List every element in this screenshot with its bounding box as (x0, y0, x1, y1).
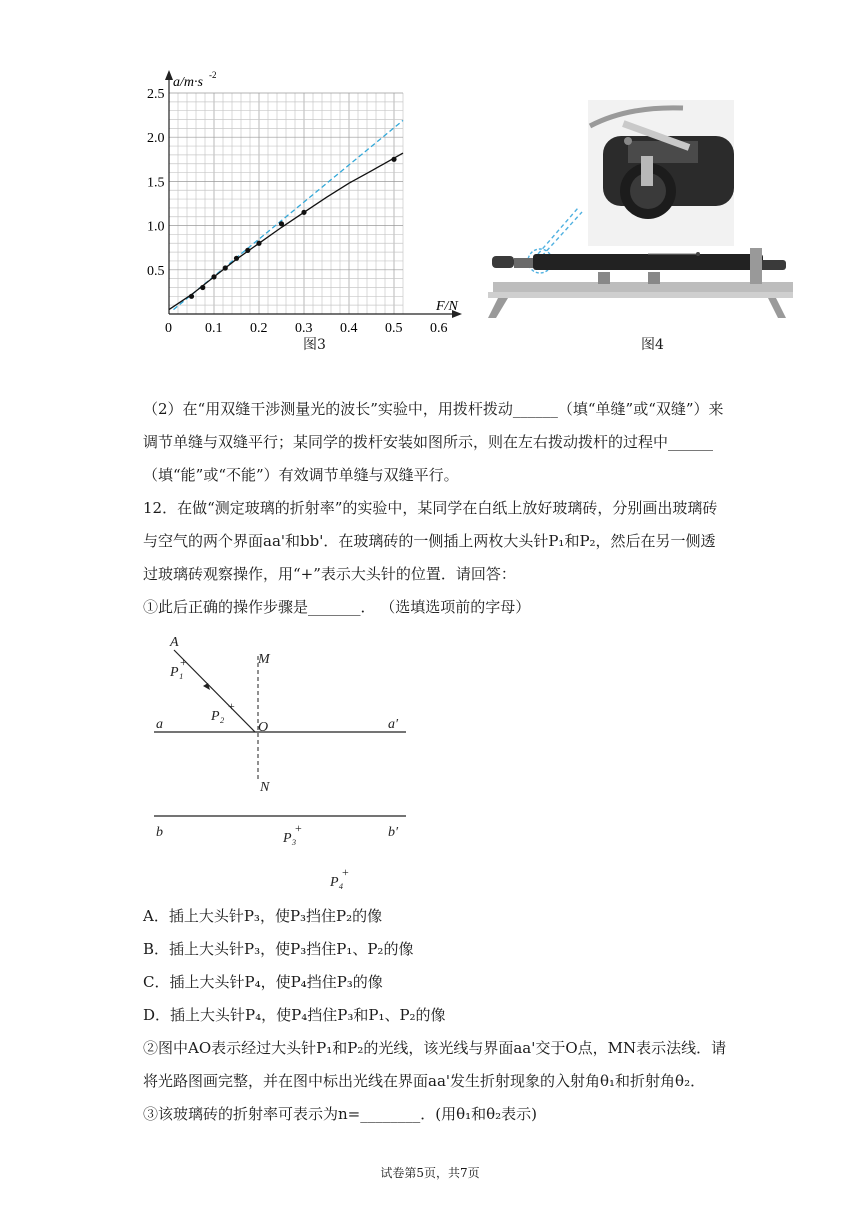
question-2-line-2: 调节单缝与双缝平行；某同学的拨杆安装如图所示，则在左右拨动拨杆的过程中______ (143, 433, 714, 451)
question-12-sub-2-line-2: 将光路图画完整，并在图中标出光线在界面aa'发生折射现象的入射角θ₁和折射角θ₂． (143, 1072, 706, 1090)
data-point (223, 265, 228, 270)
question-2-line-1: （2）在“用双缝干涉测量光的波长”实验中，用拨杆拨动______（填“单缝”或“双缝”）来 (143, 400, 724, 418)
x-tick-label: 0.2 (250, 321, 268, 336)
x-tick-label: 0.6 (430, 321, 448, 336)
y-tick-label: 2.5 (147, 87, 165, 102)
question-12-line-2: 与空气的两个界面aa'和bb'．在玻璃砖的一侧插上两枚大头针P₁和P₂，然后在另一侧透 (143, 532, 716, 550)
data-point (256, 241, 261, 246)
data-point (189, 294, 194, 299)
option-C: C．插上大头针P₄，使P₄挡住P₃的像 (143, 973, 383, 991)
pin-p4-marker: + (342, 865, 349, 879)
option-D: D．插上大头针P₄，使P₄挡住P₃和P₁、P₂的像 (143, 1006, 446, 1024)
data-point (234, 256, 239, 261)
data-point (391, 157, 396, 162)
x-tick-label: 0.1 (205, 321, 223, 336)
data-point (245, 248, 250, 253)
question-12-line-3: 过玻璃砖观察操作，用“+”表示大头针的位置．请回答： (143, 565, 516, 583)
x-axis-label: F/N (436, 299, 458, 314)
y-axis-arrow (165, 70, 173, 80)
label-M: M (258, 652, 270, 667)
question-2-line-3: （填“能”或“不能”）有效调节单缝与双缝平行。 (143, 466, 459, 484)
data-point (211, 274, 216, 279)
question-12-line-1: 12．在做“测定玻璃的折射率”的实验中，某同学在白纸上放好玻璃砖，分别画出玻璃砖 (143, 499, 718, 517)
optics-diagram (148, 628, 418, 898)
label-a: a (156, 717, 163, 732)
label-P3: P₃ (283, 831, 297, 846)
option-A: A．插上大头针P₃，使P₃挡住P₂的像 (143, 907, 383, 925)
label-P1: P₁ (170, 665, 184, 680)
y-tick-label: 2.0 (147, 131, 165, 147)
y-tick-label: 1.0 (147, 219, 165, 235)
figure-3-graph (140, 66, 470, 336)
zoom-inset (588, 100, 734, 246)
label-O: O (258, 720, 269, 735)
y-tick-label: 1.5 (147, 175, 165, 191)
pin-p3-marker: + (295, 821, 302, 835)
data-point (301, 210, 306, 215)
label-A: A (170, 635, 179, 650)
page-footer: 试卷第5页，共7页 (380, 1166, 480, 1180)
question-12-sub-2-line-1: ②图中AO表示经过大头针P₁和P₂的光线，该光线与界面aa'交于O点，MN表示法线．请 (143, 1039, 727, 1057)
question-12-sub-1: ①此后正确的操作步骤是_______． （选填选项前的字母） (143, 598, 531, 616)
x-tick-label: 0.5 (385, 321, 403, 336)
figure-4-caption: 图4 (641, 337, 664, 353)
option-B: B．插上大头针P₃，使P₃挡住P₁、P₂的像 (143, 940, 414, 958)
x-tick-label: 0 (165, 321, 172, 336)
pin-p2-marker: + (228, 699, 235, 713)
figure-3-caption: 图3 (303, 337, 326, 353)
label-a-prime: a′ (388, 717, 399, 732)
label-b-prime: b′ (388, 825, 399, 840)
y-axis-label: a/m·s (173, 75, 203, 90)
x-tick-label: 0.3 (295, 321, 313, 336)
data-point (279, 221, 284, 226)
label-P2: P₂ (211, 709, 225, 724)
pin-p1-marker: + (180, 655, 187, 669)
label-P4: P₄ (330, 875, 344, 890)
y-tick-label: 0.5 (147, 263, 165, 279)
question-12-sub-3: ③该玻璃砖的折射率可表示为n=________．(用θ₁和θ₂表示) (143, 1105, 538, 1123)
data-point (200, 285, 205, 290)
x-tick-label: 0.4 (340, 321, 358, 336)
label-N: N (260, 780, 270, 795)
ray-arrow (203, 683, 210, 690)
apparatus (488, 248, 793, 318)
label-b: b (156, 825, 163, 840)
y-axis-exponent: -2 (209, 70, 217, 80)
figure-4-photo (478, 96, 808, 332)
